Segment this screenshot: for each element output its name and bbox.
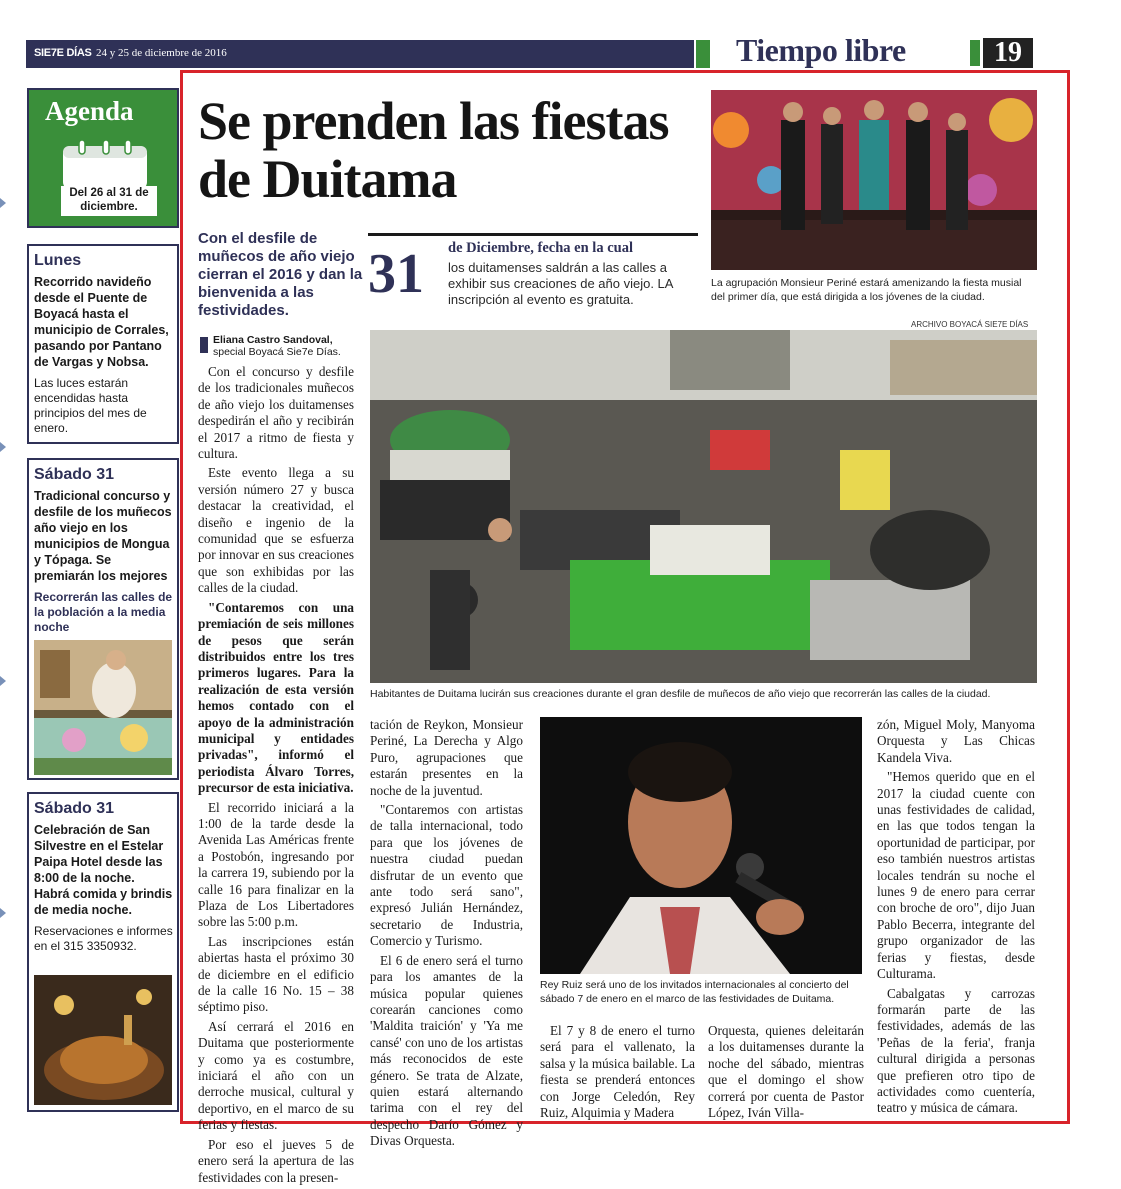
header-bar [26,40,694,68]
agenda-day: Lunes [34,252,82,269]
margin-arrow-icon [0,198,6,208]
article-paragraph: El 6 de enero será el turno para los amantes de la música popular quienes corearán canciones como 'Maldita traición' y 'Ya me cansé' con uno de los artistas más reconocidos de este género. Se trata de Alzate, quien estará alternando tarima con el rey del despecho Darío Gómez y Divas Orquesta. [370,952,523,1149]
margin-arrow-icon [0,908,6,918]
photo-credit: ARCHIVO BOYACÁ SIE7E DÍAS [911,320,1029,329]
agenda-note: Recorrerán las calles de la población a la media noche [34,590,173,634]
article-column-3 [540,1023,695,1124]
agenda-day: Sábado 31 [34,800,115,817]
newspaper-brand: SIE7E DÍAS [34,47,92,59]
article-column-5 [877,717,1035,1120]
article-paragraph: Este evento llega a su versión número 27 y busca destacar la creatividad, el diseño e ingenio de la comunidad que se esfuerza por innovar en sus creaciones que son exhibidas por las calles de la ciudad. [198,465,354,596]
article-paragraph: Las inscripciones están abiertas hasta el próximo 30 de diciembre en el edificio de la calle 16 No. 15 – 38 séptimo piso. [198,933,354,1015]
article-column-2 [370,717,523,1153]
agenda-dates: Del 26 al 31 de diciembre. [61,186,157,216]
calendar-icon [61,140,149,190]
fact-lead: de Diciembre, fecha en la cual [448,240,633,256]
page-number: 19 [983,38,1033,68]
singer-photo-caption: Rey Ruiz será uno de los invitados internacionales al concierto del sábado 7 de enero en el marco de las festividades de Duitama. [540,979,849,1005]
dinner-thumbnail-photo [34,975,172,1105]
agenda-day: Sábado 31 [34,466,115,483]
agenda-event: Celebración de San Silvestre en el Estelar Paipa Hotel desde las 8:00 de la noche. Habrá comida y brindis de media noche. [34,823,173,917]
article-headline: Se prenden las fiestas de Duitama [198,91,669,209]
page-number-accent [970,40,980,66]
article-paragraph: Así cerrará el 2016 en Duitama que posteriormente y como ya es costumbre, iniciará el año con un derroche musical, cultural y deportivo, en el marco de su ferias y fiestas. [198,1018,354,1133]
article-paragraph: tación de Reykon, Monsieur Periné, La Derecha y Algo Puro, agrupaciones que estarán presentes en la noche de la juventud. [370,717,523,798]
margin-arrow-icon [0,442,6,452]
fact-body: los duitamenses saldrán a las calles a exhibir sus creaciones de año viejo. LA inscripción al evento es gratuita. [448,260,673,307]
band-photo-caption: La agrupación Monsieur Periné estará amenizando la fiesta musial del primer día, que está dirigida a los jóvenes de la ciudad. [711,277,1022,303]
article-paragraph: Cabalgatas y carrozas formarán parte de las festividades, además de las 'Peñas de la feria', franja cultural dirigida a personas que prefieren otro tipo de actividades como cuentería, teatro y música de cámara. [877,985,1035,1116]
parade-photo [370,330,1037,683]
byline-role: special Boyacá Sie7e Días. [213,346,341,358]
article-paragraph: Por eso el jueves 5 de enero será la apertura de las festividades con la presen- [198,1136,354,1185]
fact-number: 31 [368,243,424,305]
header-accent [696,40,710,68]
section-title: Tiempo libre [736,32,906,68]
article-subhead: Con el desfile de muñecos de año viejo cierran el 2016 y dan la bienvenida a las festividades. [198,230,363,319]
article-paragraph: "Contaremos con una premiación de seis millones de pesos que serán distribuidos entre los tres primeros lugares. Para la realización de esta versión hemos contado con el apoyo de la administración municipal y entidades privadas", informó el periodista Álvaro Torres, precursor de esta iniciativa. [198,599,354,796]
agenda-event: Tradicional concurso y desfile de los muñecos año viejo en los municipios de Mongua y Tópaga. Se premiarán los mejores [34,489,172,583]
agenda-title: Agenda [45,96,134,126]
agenda-event: Recorrido navideño desde el Puente de Boyacá hasta el municipio de Corrales, pasando por Pantano de Vargas y Nobsa. [34,275,169,369]
agenda-item-lunes [27,244,179,444]
fact-rule [368,233,698,236]
byline-marker [200,337,208,353]
parade-thumbnail-photo [34,640,172,775]
issue-date: 24 y 25 de diciembre de 2016 [96,47,227,59]
article-paragraph: "Hemos querido que en el 2017 la ciudad cuente con unas festividades de calidad, en las que todos tengan la oportunidad de participar, por eso también nuestros artistas locales tendrán su noche el lunes 9 de enero para cerrar con broche de oro", dijo Juan Pablo Becerra, integrante del grupo organizador de las ferias y fiestas, desde Culturama. [877,769,1035,982]
agenda-header [29,90,177,226]
agenda-note: Reservaciones e informes en el 315 3350932. [34,924,173,953]
article-paragraph: zón, Miguel Moly, Manyoma Orquesta y Las Chicas Kandela Viva. [877,717,1035,765]
byline-name: Eliana Castro Sandoval, [213,334,333,346]
article-paragraph: Orquesta, quienes deleitarán a los duitamenses durante la noche del sábado, mientras que el domingo el show correrá por cuenta de Pastor López, Iván Villa- [708,1023,864,1121]
article-column-1 [198,364,354,1189]
article-paragraph: El 7 y 8 de enero el turno será para el vallenato, la salsa y la música bailable. La fiesta se prenderá entonces con Jorge Celedón, Rey Ruiz, Alquimia y Madera [540,1023,695,1121]
band-photo [711,90,1037,270]
article-paragraph: Con el concurso y desfile de los tradicionales muñecos de año viejo los duitamenses despedirán el año y recibirán el 2017 a ritmo de fiesta y cultura. [198,364,354,462]
agenda-box [27,88,179,228]
singer-photo [540,717,862,974]
article-paragraph: El recorrido iniciará a la 1:00 de la tarde desde la Avenida Las Américas frente a Postobón, ingresando por la carrera 19, subiendo por la calle 16 para finalizar en la Plaza de Los Libertadores sobre las 5:00 p.m. [198,799,354,930]
agenda-note: Las luces estarán encendidas hasta principios del mes de enero. [34,376,147,435]
byline [213,334,341,358]
article-column-4 [708,1023,864,1124]
article-paragraph: "Contaremos con artistas de talla internacional, todo para que los jóvenes de nuestra ciudad puedan disfrutar de un evento que ante todo será sano", expresó Julián Hernández, secretario de Industria, Comercio y Turismo. [370,802,523,949]
margin-arrow-icon [0,676,6,686]
parade-photo-caption: Habitantes de Duitama lucirán sus creaciones durante el gran desfile de muñecos de año viejo que recorrerán las calles de la ciudad. [370,688,991,700]
